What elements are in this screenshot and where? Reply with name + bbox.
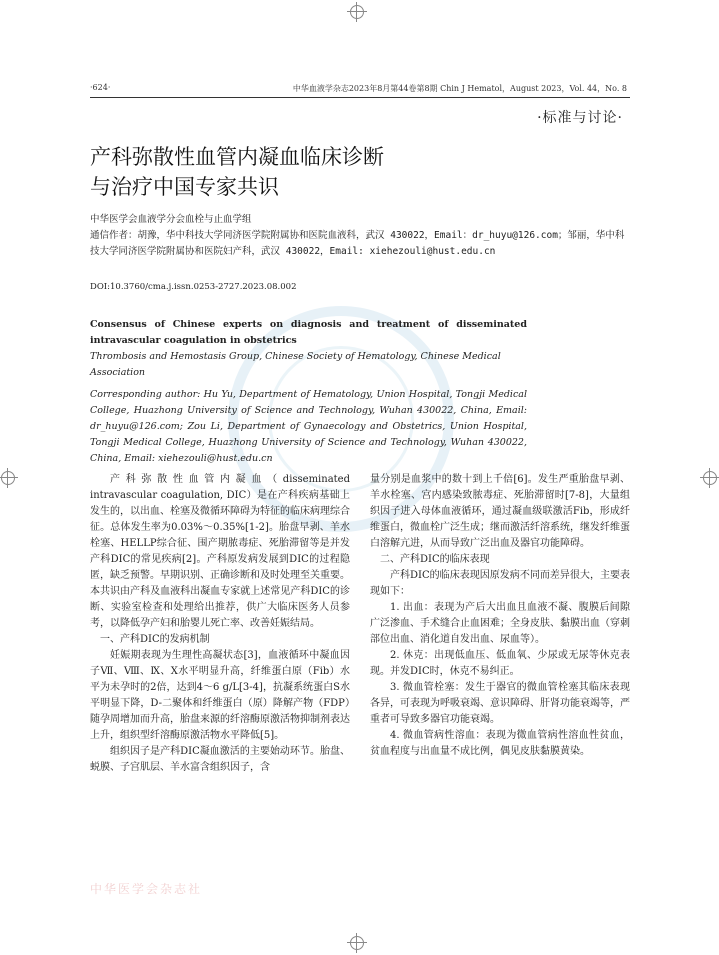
registration-mark-bottom bbox=[347, 933, 367, 953]
header-rule bbox=[90, 97, 630, 98]
section-heading-2: 二、产科DIC的临床表现 bbox=[380, 554, 490, 565]
paragraph: 妊娠期表现为生理性高凝状态[3]，血液循环中凝血因子Ⅶ、Ⅷ、Ⅸ、Ⅹ水平明显升高，纤维蛋白原（Fib）水平为未孕时的2倍，达到4～6 g/L[3-4]，抗凝系统蛋白S水平明显下降，D-二聚体和纤维蛋白（原）降解产物（FDP）随孕周增加而升高，胎盘来源的纤溶酶原激活物抑制剂表达上升，组织型纤溶酶原激活物水平降低[5]。 bbox=[90, 650, 350, 741]
title-line-2: 与治疗中国专家共识 bbox=[90, 175, 279, 199]
list-item: 4. 微血管病性溶血：表现为微血管病性溶血性贫血，贫血程度与出血量不成比例，偶见皮肤黏膜黄染。 bbox=[370, 730, 630, 757]
publisher-logo: 中华医学会杂志社 bbox=[90, 882, 203, 896]
running-header bbox=[90, 83, 627, 97]
paragraph: 产科弥散性血管内凝血（disseminated intravascular coagulation, DIC）是在产科疾病基础上发生的，以出血、栓塞及微循环障碍为特征的临床病理综合征。总体发生率为0.03%～0.35%[1-2]。胎盘早剥、羊水栓塞、HELLP综合征、围产期脓毒症、死胎滞留等是并发产科DIC的常见疾病[2]。产科原发病发展到DIC的过程隐匿，缺乏预警。早期识别、正确诊断和及时处理至关重要。本共识由产科及血液科出凝血专家就上述常见产科DIC的诊断、实验室检查和处理给出推荐，供广大临床医务人员参考，以降低孕产妇和胎婴儿死亡率、改善妊娠结局。 bbox=[90, 474, 350, 629]
paragraph: 产科DIC的临床表现因原发病不同而差异很大，主要表现如下： bbox=[370, 570, 630, 597]
body-column-left bbox=[90, 472, 350, 776]
paragraph: 量分别是血浆中的数十到上千倍[6]。发生严重胎盘早剥、羊水栓塞、宫内感染致脓毒症、死胎滞留时[7-8]，大量组织因子进入母体血液循环，通过凝血级联激活Fib，形成纤维蛋白，微血栓广泛生成；继而激活纤溶系统，继发纤维蛋白溶解亢进，从而导致广泛出血及器官功能障碍。 bbox=[370, 474, 630, 549]
registration-mark-right bbox=[700, 468, 719, 488]
registration-mark-left bbox=[0, 468, 18, 488]
doi: DOI:10.3760/cma.j.issn.0253-2727.2023.08.002 bbox=[90, 282, 297, 292]
section-heading-1: 一、产科DIC的发病机制 bbox=[100, 634, 210, 645]
registration-mark-top bbox=[347, 2, 367, 22]
section-tag: ·标准与讨论· bbox=[537, 110, 623, 126]
journal-line: 中华血液学杂志2023年8月第44卷第8期 Chin J Hematol，August 2023，Vol. 44，No. 8 bbox=[292, 84, 627, 93]
english-title: Consensus of Chinese experts on diagnosis and treatment of disseminated intravascular coagulation in obstetrics bbox=[90, 319, 527, 346]
author-block bbox=[90, 212, 630, 260]
english-author-group: Thrombosis and Hemostasis Group, Chinese Society of Hematology, Chinese Medical Association bbox=[90, 351, 501, 378]
author-group: 中华医学会血液学分会血栓与止血学组 bbox=[90, 214, 252, 225]
english-corresponding-author: Corresponding author: Hu Yu, Department of Hematology, Union Hospital, Tongji Medical College, Huazhong University of Science and Technology, Wuhan 430022, China, Email: dr_huyu@126.com; Zou Li, Department of Gynaecology and Obstetrics, Union Hospital, Tongji Medical College, Huazhong University of Science and Technology, Wuhan 430022, China, Email: xiehezouli@hust.edu.cn bbox=[90, 389, 527, 464]
paragraph: 组织因子是产科DIC凝血激活的主要始动环节。胎盘、蜕膜、子宫肌层、羊水富含组织因子，含 bbox=[90, 746, 350, 773]
page-number: ·624· bbox=[90, 83, 111, 92]
list-item: 1. 出血：表现为产后大出血且血液不凝、腹膜后间隙广泛渗血、手术缝合止血困难；全身皮肤、黏膜出血（穿刺部位出血、消化道自发出血、尿血等）。 bbox=[370, 602, 630, 645]
body-column-right bbox=[370, 472, 630, 760]
list-item: 2. 休克：出现低血压、低血氧、少尿或无尿等休克表现。并发DIC时，休克不易纠正。 bbox=[370, 650, 630, 677]
article-title bbox=[90, 142, 490, 202]
corresponding-author-cn: 通信作者：胡豫，华中科技大学同济医学院附属协和医院血液科，武汉 430022，Email：dr_huyu@126.com；邹丽，华中科技大学同济医学院附属协和医院妇产科，武汉 430022，Email: xiehezouli@hust.edu.cn bbox=[90, 230, 625, 257]
list-item: 3. 微血管栓塞：发生于器官的微血管栓塞其临床表现各异，可表现为呼吸衰竭、意识障碍、肝肾功能衰竭等，严重者可导致多器官功能衰竭。 bbox=[370, 682, 630, 725]
title-line-1: 产科弥散性血管内凝血临床诊断 bbox=[90, 145, 384, 169]
